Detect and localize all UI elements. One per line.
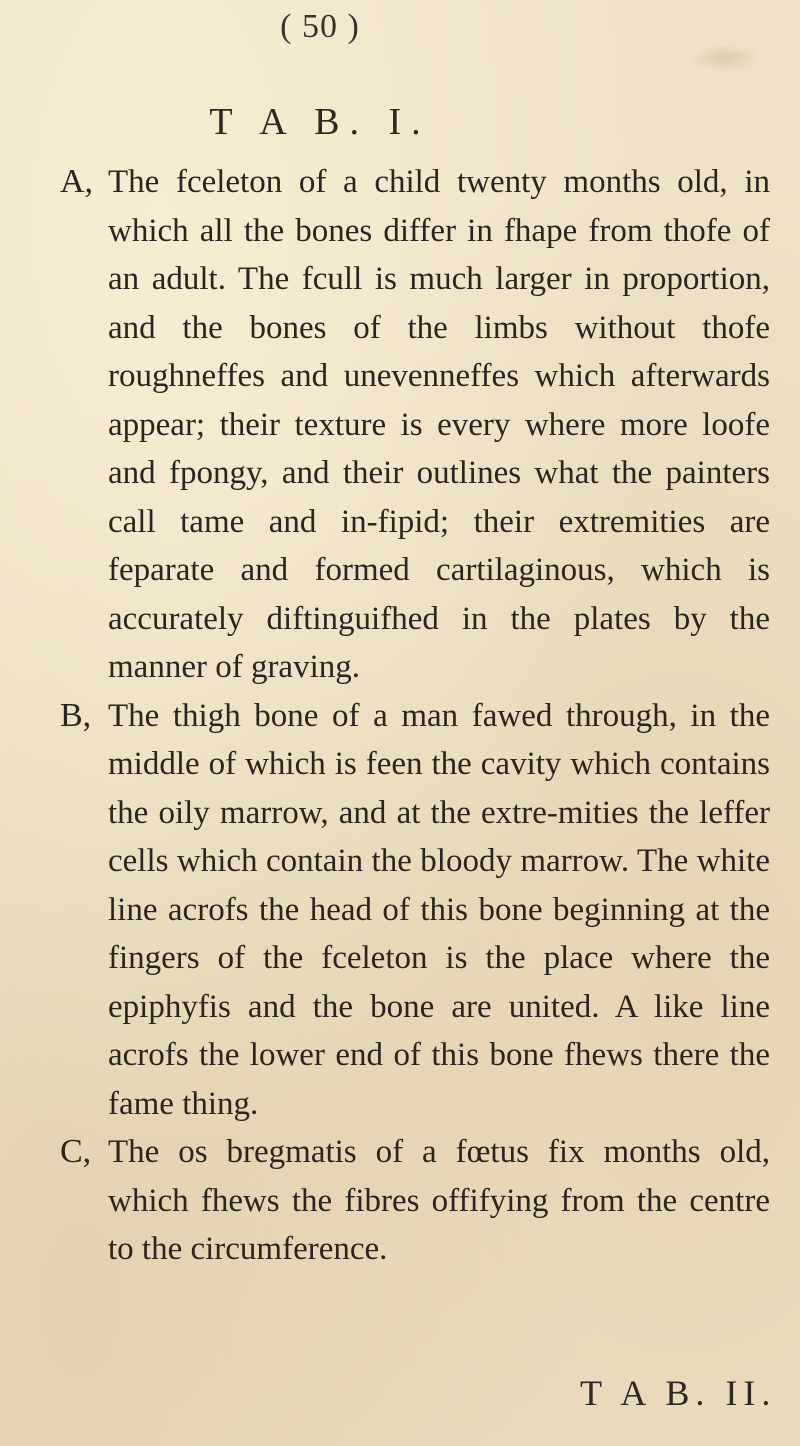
entry-text: The os bregmatis of a fœtus fix months old, which fhews the fibres offifying from the centre to the circumference.: [108, 1134, 770, 1267]
entry-letter: B,: [60, 696, 92, 734]
entry-b: [60, 692, 780, 1129]
entry-text: The fceleton of a child twenty months old, in which all the bones differ in fhape from thofe of an adult. The fcull is much larger in proportion, and the bones of the limbs without thofe roughneffes and unevenneffes which afterwards appear; their texture is every where more loofe and fpongy, and their outlines what the painters call tame and in-fipid; their extremities are feparate and formed cartilaginous, which is accurately diftinguifhed in the plates by the manner of graving.: [108, 164, 770, 685]
entry-c: [60, 1128, 780, 1274]
entry-a: [60, 158, 780, 692]
ink-smudge: [690, 44, 760, 72]
entry-letter: C,: [60, 1133, 92, 1170]
entry-letter: A,: [60, 163, 94, 200]
plate-title: T A B. I.: [209, 101, 431, 143]
plate-entries: [60, 158, 780, 1274]
entry-text: The thigh bone of a man fawed through, in the middle of which is feen the cavity which contains the oily marrow, and at the extre-mities the leffer cells which contain the bloody marrow. The white line acrofs the head of this bone beginning at the fingers of the fceleton is the place where the epiphyfis and the bone are united. A like line acrofs the lower end of this bone fhews there the fame thing.: [108, 697, 770, 1122]
catchword: T A B. II.: [580, 1373, 777, 1413]
page-number: ( 50 ): [280, 8, 360, 45]
